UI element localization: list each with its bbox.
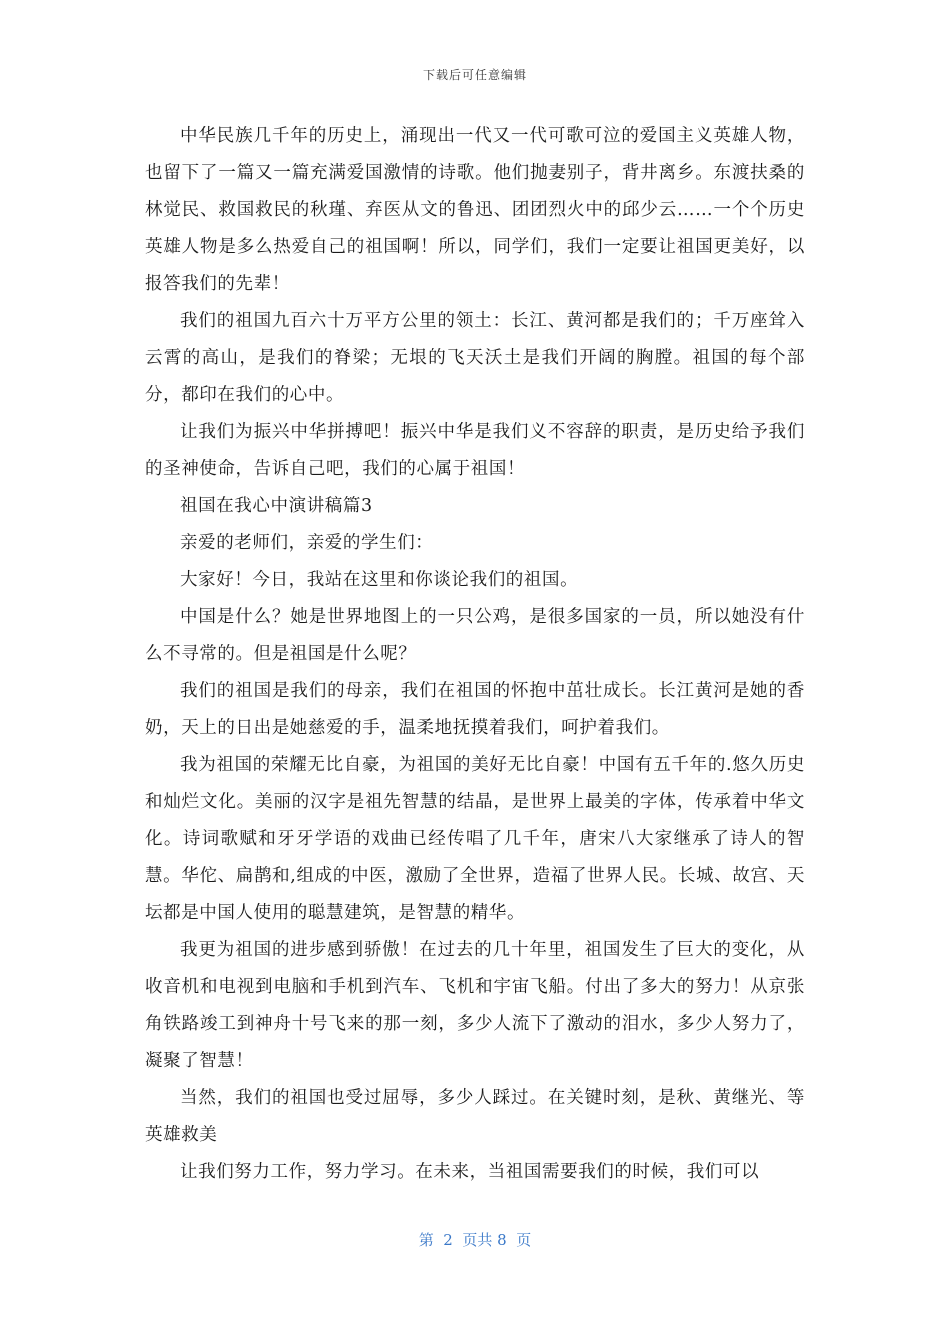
paragraph: 我更为祖国的进步感到骄傲！在过去的几十年里，祖国发生了巨大的变化，从收音机和电视到电脑和手机到汽车、飞机和宇宙飞船。付出了多大的努力！从京张角铁路竣工到神舟十号飞来的那一刻，多少人流下了激动的泪水，多少人努力了，凝聚了智慧！ — [145, 940, 805, 1071]
paragraph: 让我们为振兴中华拼搏吧！振兴中华是我们义不容辞的职责，是历史给予我们的圣神使命，告诉自己吧，我们的心属于祖国！ — [145, 422, 805, 479]
paragraph: 中华民族几千年的历史上，涌现出一代又一代可歌可泣的爱国主义英雄人物，也留下了一篇又一篇充满爱国激情的诗歌。他们抛妻别子，背井离乡。东渡扶桑的林觉民、救国救民的秋瑾、弃医从文的鲁迅、团团烈火中的邱少云……一个个历史英雄人物是多么热爱自己的祖国啊！所以，同学们，我们一定要让祖国更美好，以报答我们的先辈！ — [145, 126, 805, 294]
page-number-footer: 第 2 页共 8 页 — [418, 1231, 532, 1249]
salutation: 亲爱的老师们，亲爱的学生们： — [180, 533, 434, 553]
paragraph: 大家好！今日，我站在这里和你谈论我们的祖国。 — [180, 570, 579, 590]
paragraph: 我们的祖国是我们的母亲，我们在祖国的怀抱中茁壮成长。长江黄河是她的香奶，天上的日出是她慈爱的手，温柔地抚摸着我们，呵护着我们。 — [145, 681, 805, 738]
document-body — [145, 118, 805, 1191]
paragraph: 当然，我们的祖国也受过屈辱，多少人踩过。在关键时刻，是秋、黄继光、等英雄救美 — [145, 1088, 805, 1145]
paragraph: 我为祖国的荣耀无比自豪，为祖国的美好无比自豪！中国有五千年的.悠久历史和灿烂文化。美丽的汉字是祖先智慧的结晶，是世界上最美的字体，传承着中华文化。诗词歌赋和牙牙学语的戏曲已经传唱了几千年，唐宋八大家继承了诗人的智慧。华佗、扁鹊和,组成的中医，激励了全世界，造福了世界人民。长城、故宫、天坛都是中国人使用的聪慧建筑，是智慧的精华。 — [145, 755, 805, 923]
paragraph: 中国是什么？她是世界地图上的一只公鸡，是很多国家的一员，所以她没有什么不寻常的。但是祖国是什么呢？ — [145, 607, 805, 664]
paragraph: 我们的祖国九百六十万平方公里的领土：长江、黄河都是我们的；千万座耸入云霄的高山，是我们的脊梁；无垠的飞天沃土是我们开阔的胸膛。祖国的每个部分，都印在我们的心中。 — [145, 311, 805, 405]
section-title: 祖国在我心中演讲稿篇3 — [180, 496, 373, 516]
paragraph: 让我们努力工作，努力学习。在未来，当祖国需要我们的时候，我们可以 — [180, 1162, 760, 1182]
page-header: 下载后可任意编辑 — [422, 68, 527, 82]
